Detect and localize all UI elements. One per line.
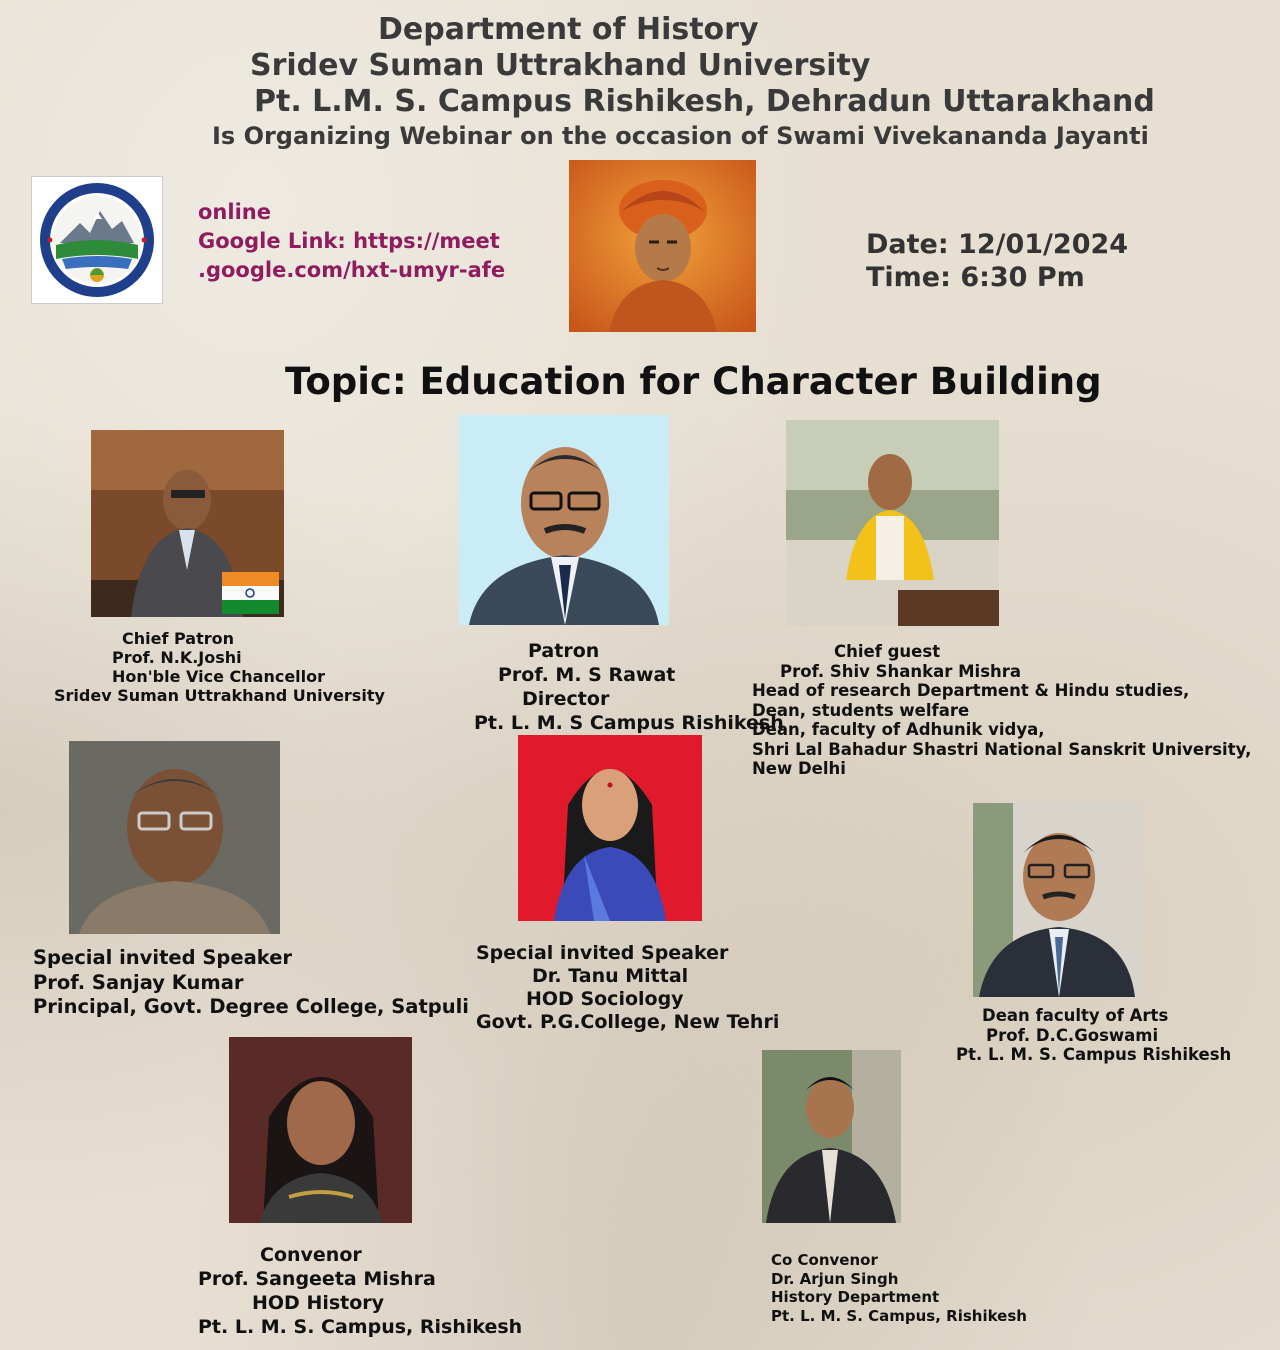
chief-guest-org: Shri Lal Bahadur Shastri National Sanskrit University, bbox=[752, 739, 1252, 759]
convenor-role: Convenor bbox=[260, 1244, 362, 1266]
dean-arts-name: Prof. D.C.Goswami bbox=[986, 1025, 1159, 1045]
patron-title: Director bbox=[522, 688, 610, 710]
co-convenor-name: Dr. Arjun Singh bbox=[771, 1269, 899, 1288]
dean-arts-role: Dean faculty of Arts bbox=[982, 1006, 1169, 1025]
speaker-tanu-org: Govt. P.G.College, New Tehri bbox=[476, 1011, 780, 1033]
chief-patron-role: Chief Patron bbox=[122, 629, 235, 648]
university-title: Sridev Suman Uttrakhand University bbox=[250, 48, 871, 83]
patron-name: Prof. M. S Rawat bbox=[498, 664, 676, 686]
event-subtitle: Is Organizing Webinar on the occasion of Swami Vivekananda Jayanti bbox=[212, 122, 1149, 150]
patron-photo bbox=[459, 415, 669, 625]
event-date: Date: 12/01/2024 bbox=[866, 229, 1129, 260]
chief-guest-city: New Delhi bbox=[752, 759, 846, 778]
chief-guest-title2: Dean, students welfare bbox=[752, 700, 970, 720]
patron-org: Pt. L. M. S Campus Rishikesh bbox=[474, 712, 784, 734]
google-link-line2[interactable]: .google.com/hxt-umyr-afe bbox=[198, 258, 506, 282]
event-datetime bbox=[866, 228, 1128, 294]
speaker-sanjay-org: Principal, Govt. Degree College, Satpuli bbox=[33, 995, 469, 1018]
speaker-sanjay-photo bbox=[69, 741, 280, 934]
dean-arts-caption bbox=[956, 1006, 1231, 1065]
patron-caption bbox=[474, 639, 784, 735]
chief-guest-role: Chief guest bbox=[834, 642, 941, 661]
speaker-sanjay-role: Special invited Speaker bbox=[33, 946, 293, 969]
topic-title: Topic: Education for Character Building bbox=[285, 360, 1102, 403]
chief-patron-name: Prof. N.K.Joshi bbox=[112, 648, 242, 667]
co-convenor-caption bbox=[771, 1251, 1027, 1325]
mode-label: online bbox=[198, 200, 271, 224]
chief-guest-title3: Dean, faculty of Adhunik vidya, bbox=[752, 720, 1045, 739]
co-convenor-title: History Department bbox=[771, 1288, 940, 1306]
google-link-line1[interactable]: Google Link: https://meet bbox=[198, 229, 500, 253]
co-convenor-role: Co Convenor bbox=[771, 1251, 878, 1269]
event-time: Time: 6:30 Pm bbox=[866, 262, 1085, 293]
co-convenor-org: Pt. L. M. S. Campus, Rishikesh bbox=[771, 1306, 1027, 1325]
chief-guest-name: Prof. Shiv Shankar Mishra bbox=[780, 661, 1022, 681]
chief-guest-title1: Head of research Department & Hindu studies, bbox=[752, 681, 1190, 700]
speaker-sanjay-name: Prof. Sanjay Kumar bbox=[33, 970, 244, 994]
convenor-caption bbox=[198, 1243, 522, 1339]
speaker-tanu-caption bbox=[476, 942, 779, 1034]
campus-title: Pt. L.M. S. Campus Rishikesh, Dehradun Uttarakhand bbox=[254, 84, 1155, 119]
speaker-tanu-photo bbox=[518, 735, 702, 921]
chief-patron-org: Sridev Suman Uttrakhand University bbox=[54, 686, 385, 705]
dean-arts-org: Pt. L. M. S. Campus Rishikesh bbox=[956, 1045, 1232, 1064]
speaker-tanu-name: Dr. Tanu Mittal bbox=[532, 965, 689, 987]
swami-vivekananda-portrait bbox=[569, 160, 756, 332]
chief-patron-caption bbox=[54, 629, 385, 705]
co-convenor-photo bbox=[762, 1050, 901, 1223]
speaker-tanu-title: HOD Sociology bbox=[526, 988, 684, 1010]
chief-patron-title: Hon'ble Vice Chancellor bbox=[112, 667, 326, 686]
department-title: Department of History bbox=[378, 12, 759, 47]
convenor-title: HOD History bbox=[252, 1292, 385, 1314]
meeting-info bbox=[198, 198, 505, 285]
chief-guest-caption bbox=[752, 642, 1251, 779]
speaker-sanjay-caption bbox=[33, 946, 469, 1020]
patron-role: Patron bbox=[528, 640, 600, 662]
convenor-org: Pt. L. M. S. Campus, Rishikesh bbox=[198, 1316, 523, 1338]
dean-arts-photo bbox=[973, 803, 1140, 997]
chief-patron-photo bbox=[91, 430, 284, 617]
convenor-name: Prof. Sangeeta Mishra bbox=[198, 1268, 436, 1290]
university-logo bbox=[31, 176, 163, 304]
speaker-tanu-role: Special invited Speaker bbox=[476, 942, 729, 964]
chief-guest-photo bbox=[786, 420, 999, 626]
convenor-photo bbox=[229, 1037, 412, 1223]
